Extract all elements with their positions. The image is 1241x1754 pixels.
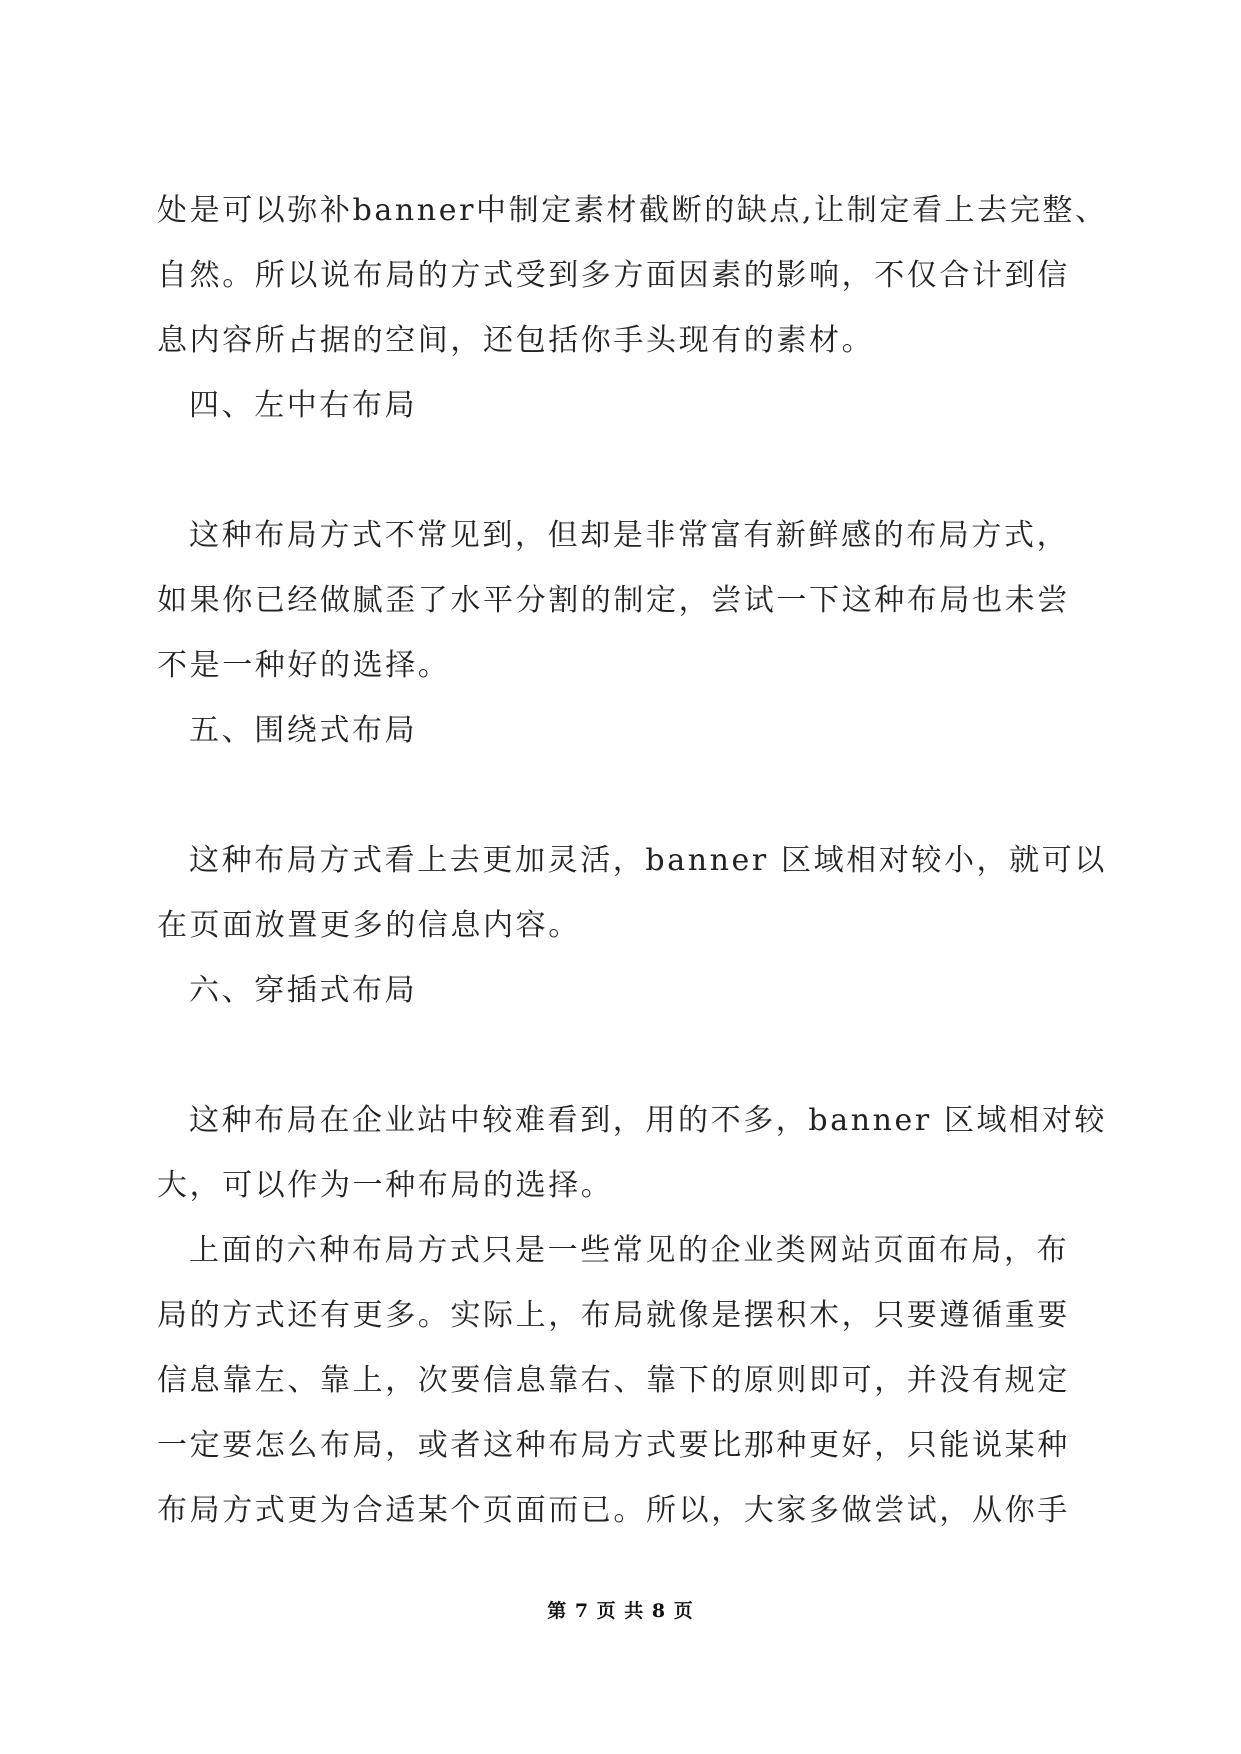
section-heading: 五、围绕式布局 <box>189 713 418 748</box>
body-line: 在页面放置更多的信息内容。 <box>157 908 581 943</box>
body-line: 处是可以弥补banner中制定素材截断的缺点,让制定看上去完整、 <box>157 193 1108 228</box>
body-line: 一定要怎么布局，或者这种布局方式要比那种更好，只能说某种 <box>157 1428 1070 1463</box>
body-line: 上面的六种布局方式只是一些常见的企业类网站页面布局，布 <box>189 1233 1070 1268</box>
section-heading: 六、穿插式布局 <box>189 973 418 1008</box>
body-line: 息内容所占据的空间，还包括你手头现有的素材。 <box>157 323 875 358</box>
body-line: 大，可以作为一种布局的选择。 <box>157 1168 614 1203</box>
body-line: 自然。所以说布局的方式受到多方面因素的影响，不仅合计到信 <box>157 258 1070 293</box>
body-line: 信息靠左、靠上，次要信息靠右、靠下的原则即可，并没有规定 <box>157 1363 1070 1398</box>
body-line: 如果你已经做腻歪了水平分割的制定，尝试一下这种布局也未尝 <box>157 583 1070 618</box>
body-line: 布局方式更为合适某个页面而已。所以，大家多做尝试，从你手 <box>157 1493 1070 1528</box>
section-heading: 四、左中右布局 <box>189 388 418 423</box>
page-number-footer: 第 7 页 共 8 页 <box>547 1600 694 1622</box>
body-line: 不是一种好的选择。 <box>157 648 451 683</box>
body-line: 这种布局方式不常见到，但却是非常富有新鲜感的布局方式， <box>189 518 1070 553</box>
body-line: 这种布局方式看上去更加灵活，banner 区域相对较小，就可以 <box>189 843 1107 878</box>
body-line: 这种布局在企业站中较难看到，用的不多，banner 区域相对较 <box>189 1103 1107 1138</box>
body-line: 局的方式还有更多。实际上，布局就像是摆积木，只要遵循重要 <box>157 1298 1070 1333</box>
